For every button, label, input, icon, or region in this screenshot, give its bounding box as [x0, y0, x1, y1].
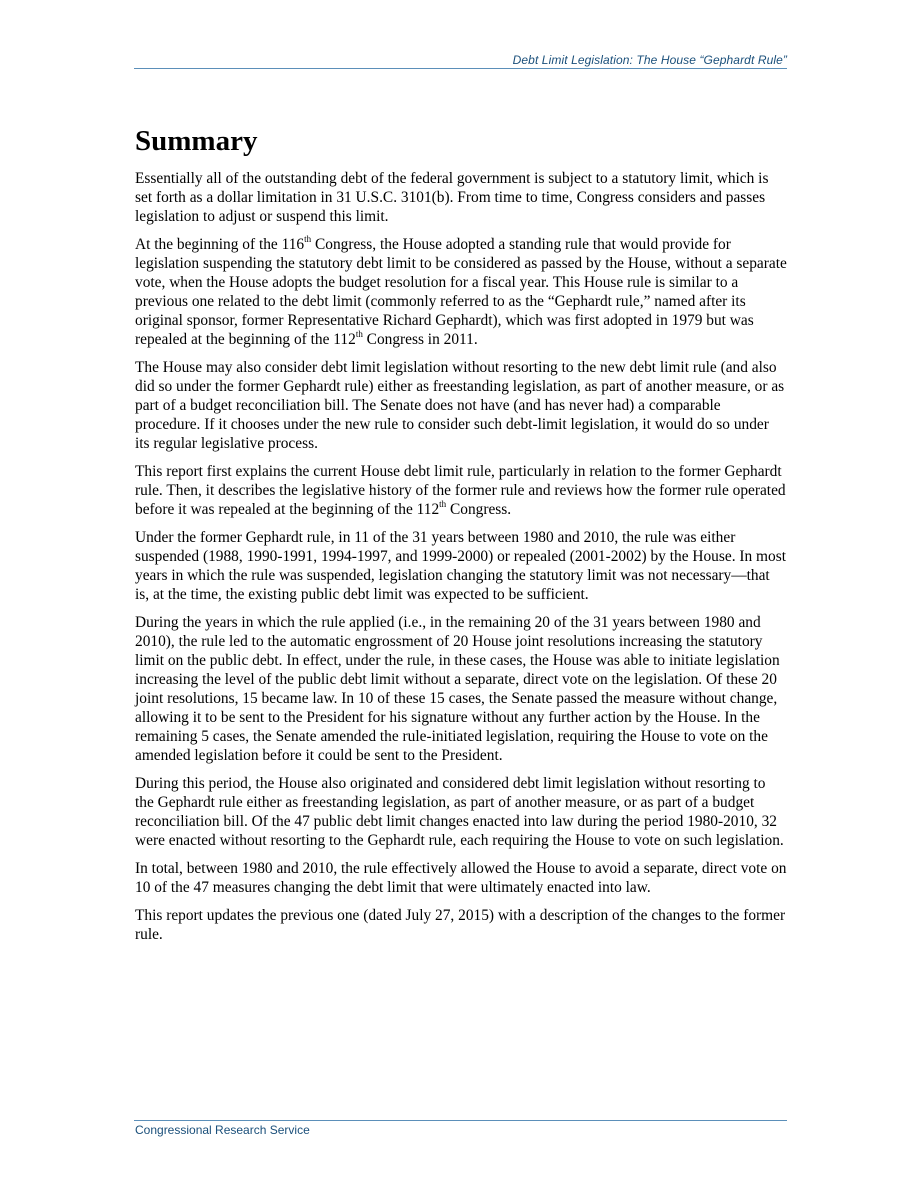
paragraph-2: [135, 235, 787, 349]
paragraph-8: In total, between 1980 and 2010, the rule effectively allowed the House to avoid a separate, direct vote on 10 of the 47 measures changing the debt limit that were ultimately enacted into law.: [135, 860, 787, 896]
paragraph-3: The House may also consider debt limit legislation without resorting to the new debt limit rule (and also did so under the former Gephardt rule) either as freestanding legislation, as part of another measure, or as part of a budget reconciliation bill. The Senate does not have (and has never had) a comparable procedure. If it chooses under the new rule to consider such debt-limit legislation, it would do so under its regular legislative process.: [135, 359, 785, 452]
header-divider: [134, 68, 787, 69]
paragraph-4-text-b: Congress.: [446, 501, 512, 518]
section-heading: Summary: [135, 125, 258, 157]
paragraph-4-text-a: This report first explains the current House debt limit rule, particularly in relation to the former Gephardt rule. Then, it describes the legislative history of the former rule and reviews how the former rule operated before it was repealed at the beginning of the 112: [135, 463, 786, 518]
paragraph-7: During this period, the House also originated and considered debt limit legislation without resorting to the Gephardt rule either as freestanding legislation, as part of another measure, or as part of a budget reconciliation bill. Of the 47 public debt limit changes enacted into law during the period 1980-2010, 32 were enacted without resorting to the Gephardt rule, each requiring the House to vote on such legislation.: [135, 775, 784, 849]
summary-section: [135, 124, 787, 953]
paragraph-4: [135, 462, 787, 519]
paragraph-6: During the years in which the rule applied (i.e., in the remaining 20 of the 31 years between 1980 and 2010), the rule led to the automatic engrossment of 20 House joint resolutions increasing the statutory limit on the public debt. In effect, under the rule, in these cases, the House was able to initiate legislation increasing the level of the public debt limit without a separate, direct vote on the legislation. Of these 20 joint resolutions, 15 became law. In 10 of these 15 cases, the Senate passed the measure without change, allowing it to be sent to the President for his signature without any further action by the House. In the remaining 5 cases, the Senate amended the rule-initiated legislation, requiring the House to vote on the amended legislation before it could be sent to the President.: [135, 614, 780, 764]
footer-divider: [134, 1120, 787, 1121]
paragraph-2-text-c: Congress in 2011.: [362, 331, 478, 348]
ordinal-suffix: th: [439, 498, 447, 509]
ordinal-suffix: th: [304, 233, 312, 244]
paragraph-2-text-b: Congress, the House adopted a standing rule that would provide for legislation suspending the statutory debt limit to be considered as passed by the House, without a separate vote, when the House adopts the budget resolution for a fiscal year. This House rule is similar to a previous one related to the debt limit (commonly referred to as the “Gephardt rule,” named after its original sponsor, former Representative Richard Gephardt), which was first adopted in 1979 but was repealed at the beginning of the 112: [135, 236, 787, 348]
ordinal-suffix: th: [355, 328, 363, 339]
paragraph-5: Under the former Gephardt rule, in 11 of the 31 years between 1980 and 2010, the rule was either suspended (1988, 1990-1991, 1994-1997, and 1999-2000) or repealed (2001-2002) by the House. In most years in which the rule was suspended, legislation changing the statutory limit was not necessary—that is, at the time, the existing public debt limit was expected to be sufficient.: [135, 529, 786, 603]
running-header-title: Debt Limit Legislation: The House “Gephardt Rule”: [512, 53, 787, 67]
paragraph-2-text-a: At the beginning of the 116: [135, 236, 305, 253]
footer-organization: Congressional Research Service: [135, 1123, 310, 1137]
paragraph-1: Essentially all of the outstanding debt of the federal government is subject to a statutory limit, which is set forth as a dollar limitation in 31 U.S.C. 3101(b). From time to time, Congress considers and passes legislation to adjust or suspend this limit.: [135, 170, 769, 225]
paragraph-9: This report updates the previous one (dated July 27, 2015) with a description of the changes to the former rule.: [135, 907, 786, 943]
